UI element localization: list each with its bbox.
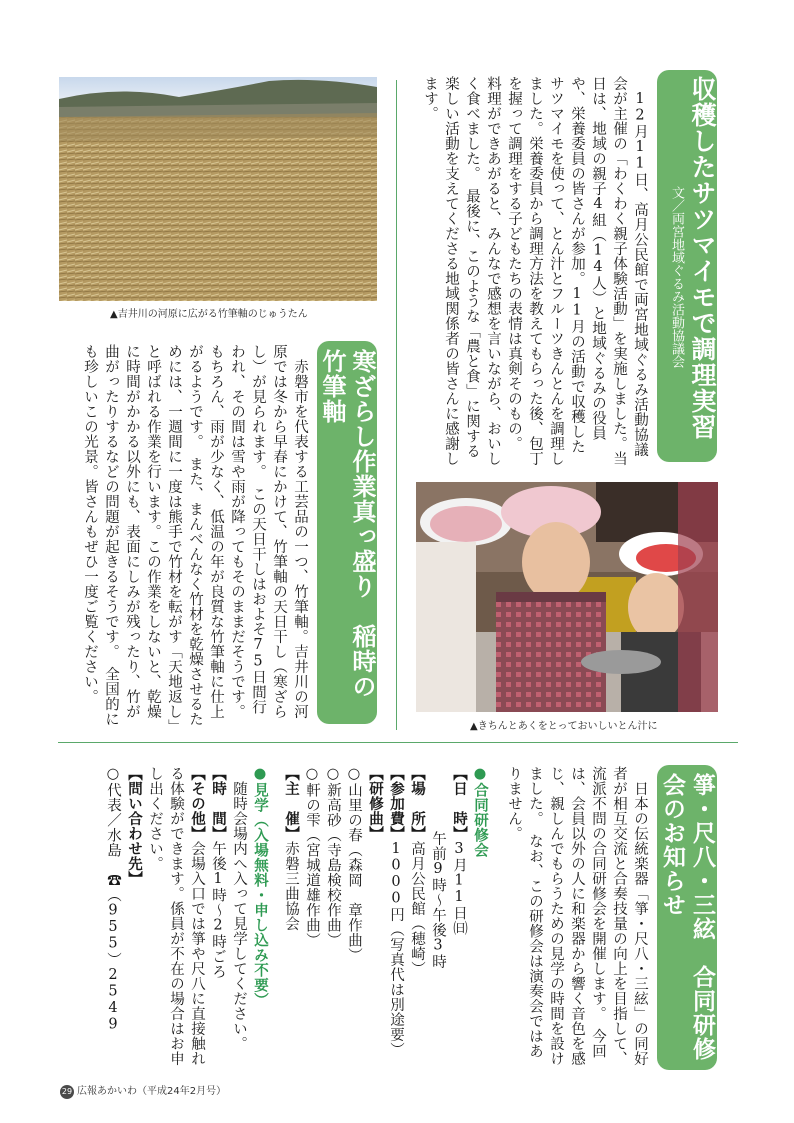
contact-value: ○代表／水島 ☎（955）2549	[105, 766, 121, 1033]
article1-photo-caption: ▲きちんとあくをとっておいしいとん汁に	[470, 721, 658, 732]
article2-title: 寒ざらし作業真っ盛り 稲時の竹筆軸	[318, 349, 376, 699]
page-footer	[60, 1082, 226, 1099]
article2-photo	[59, 77, 377, 301]
pieces-label: 【研修曲】	[367, 766, 383, 841]
article1-title-box	[657, 70, 717, 462]
article1-body: 12月11日、高月公民館で両宮地域ぐるみ活動協議会が主催の「わくわく親子体験活動」を実施しました。当日は、地域の親子4組（14人）と地域ぐるみの役員や、栄養委員の皆さんが参加。11月の活動で収穫したサツマイモを使って、とん汁とフルーツきんとんを調理しました。栄養委員から調理方法を教えてもらった後、包丁を握って調理をする子どもたちの表情は真剣そのもの。 料理ができあがると、みんなで感想を言いながら、おいしく食べました。 最後に、このような「農と食」に関する楽しい活動を支えてくださる地域関係者の皆さんに感謝します。	[422, 76, 648, 466]
place-label: 【場 所】	[409, 766, 425, 841]
host-value: 赤磐三曲協会	[283, 841, 299, 931]
time-row	[427, 766, 448, 1066]
time2-row	[207, 766, 228, 1066]
cooking-photo-illustration	[416, 482, 718, 712]
article1-photo	[416, 482, 718, 712]
article3-title: 箏・尺八・三絃 合同研修会のお知らせ	[659, 773, 715, 1061]
date-label: 【日 時】	[451, 766, 467, 841]
time2-value: 午後1時～2時ごろ	[210, 841, 226, 979]
fee-row	[385, 766, 406, 1066]
section2-text: 随時会場内へ入って見学してください。	[231, 766, 247, 1051]
time-value: 午前9時～午後3時	[430, 831, 446, 970]
publication-name: 広報あかいわ（平成24年2月号）	[77, 1086, 227, 1097]
article3-title-box	[657, 765, 717, 1070]
page-number: 29	[60, 1085, 74, 1099]
article2-title-box	[317, 341, 377, 724]
other-label: 【その他】	[189, 766, 205, 841]
date-value: 3月11日㈰	[451, 841, 467, 936]
section-divider	[58, 742, 738, 743]
fee-label: 【参加費】	[388, 766, 404, 841]
piece-item: ○新高砂（寺島検校作曲）	[325, 766, 341, 948]
article2-body: 赤磐市を代表する工芸品の一つ、竹筆軸。吉井川の河原では冬から早春にかけて、竹筆軸の天日干し（寒ざらし）が見られます。 この天日干しはおよそ75日間行われ、その間は雪や雨が降ってもそのままだそうです。もちろん、雨が少なく、低温の年が良質な竹筆軸に仕上がるようです。 また、まんべんなく竹材を乾燥させるためには、一週間に一度は熊手で竹材を転がす「天地返し」と呼ばれる作業を行います。この作業をしないと、乾燥に時間がかかる以外にも、表面にしみが残ったり、竹が曲がったりするなどの問題が起きるそうです。 全国的にも珍しいこの光景。皆さんもぜひ一度ご覧ください。	[82, 344, 308, 727]
piece-item: ○山里の春（森岡 章作曲）	[346, 766, 362, 963]
article1-byline: 文／両宮地域ぐるみ活動協議会	[669, 186, 684, 368]
section1-heading: ●合同研修会	[472, 766, 488, 858]
place-value: 高月公民館（穂崎）	[409, 841, 425, 976]
section2-heading: ●見学（入場無料・申し込み不要）	[252, 766, 268, 1008]
host-label: 【主 催】	[283, 766, 299, 841]
other-row	[144, 766, 207, 1066]
article3-intro: 日本の伝統楽器「箏・尺八・三絃」の同好者が相互交流と合奏技量の向上を目指して、流派不問の合同研修会を開催します。 今回は、会員以外の人に和楽器から響く音色を感じ、親しんでもらうための見学の時間を設けました。 なお、この研修会は演奏会ではありません。	[506, 766, 648, 1066]
article1-title: 収穫したサツマイモで調理実習	[688, 76, 717, 440]
date-row	[448, 766, 469, 1066]
time2-label: 【時 間】	[210, 766, 226, 841]
other-value: 会場入口では箏や尺八に直接触れる体験ができます。係員が不在の場合はお申し出ください。	[147, 766, 205, 1066]
riverbed-photo-illustration	[59, 77, 377, 301]
article3-details	[100, 766, 490, 1066]
fee-value: 1000円（写真代は別途要）	[388, 841, 404, 1057]
place-row	[406, 766, 427, 1066]
column-divider	[396, 80, 397, 730]
piece-item: ○軒の雫（宮城道雄作曲）	[304, 766, 320, 948]
article2-photo-caption: ▲吉井川の河原に広がる竹筆軸のじゅうたん	[110, 309, 308, 320]
contact-label: 【問い合わせ先】	[126, 766, 142, 886]
host-row	[280, 766, 301, 1066]
